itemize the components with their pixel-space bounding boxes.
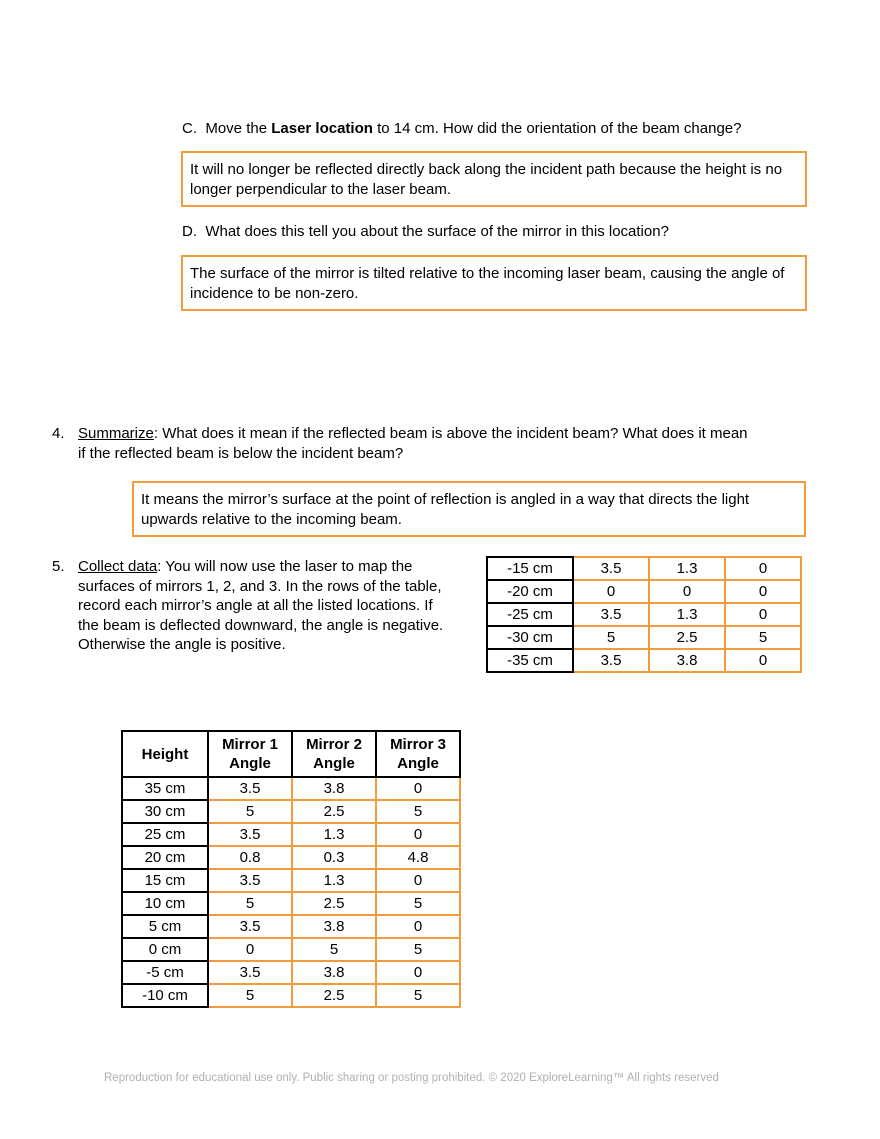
angle-cell-mirror-1[interactable]: 3.5	[208, 961, 292, 984]
angle-cell-mirror-1[interactable]: 3.5	[573, 557, 649, 580]
table-row	[487, 580, 801, 603]
height-cell: 0 cm	[122, 938, 208, 961]
answer-4-text: It means the mirror’s surface at the point of reflection is angled in a way that directs the light upwards relative to the incoming beam.	[141, 491, 750, 528]
question-d-text: What does this tell you about the surface of the mirror in this location?	[205, 223, 669, 240]
angle-cell-mirror-2[interactable]: 5	[292, 938, 376, 961]
table-row	[122, 892, 460, 915]
height-cell: -15 cm	[487, 557, 573, 580]
angle-cell-mirror-3[interactable]: 0	[376, 915, 460, 938]
question-5-label: Collect data	[78, 558, 158, 575]
angle-cell-mirror-2[interactable]: 0	[649, 580, 725, 603]
header-mirror-3: Mirror 3 Angle	[376, 731, 460, 777]
height-cell: 35 cm	[122, 777, 208, 800]
table-row	[487, 557, 801, 580]
header-mirror-2: Mirror 2 Angle	[292, 731, 376, 777]
copyright-footer: Reproduction for educational use only. Public sharing or posting prohibited. © 2020 ExploreLearning™ All rights reserved	[104, 1072, 719, 1084]
question-c-suffix: to 14 cm. How did the orientation of the beam change?	[372, 120, 742, 137]
answer-d-text: The surface of the mirror is tilted relative to the incoming laser beam, causing the angle of incidence to be non-zero.	[190, 265, 785, 302]
height-cell: -10 cm	[122, 984, 208, 1007]
table-row	[122, 846, 460, 869]
angle-cell-mirror-1[interactable]: 5	[208, 892, 292, 915]
question-4	[78, 424, 758, 463]
table-row	[487, 626, 801, 649]
height-cell: -30 cm	[487, 626, 573, 649]
height-cell: 20 cm	[122, 846, 208, 869]
angle-cell-mirror-3[interactable]: 0	[725, 649, 801, 672]
question-4-number: 4.	[52, 425, 65, 442]
angle-cell-mirror-2[interactable]: 1.3	[292, 869, 376, 892]
angle-cell-mirror-1[interactable]: 3.5	[208, 777, 292, 800]
table-row	[122, 800, 460, 823]
table-row	[122, 869, 460, 892]
angle-cell-mirror-3[interactable]: 0	[376, 961, 460, 984]
angle-cell-mirror-3[interactable]: 0	[725, 580, 801, 603]
angle-cell-mirror-2[interactable]: 1.3	[649, 603, 725, 626]
answer-c-text: It will no longer be reflected directly back along the incident path because the height is no longer perpendicular to the laser beam.	[190, 161, 783, 198]
angle-cell-mirror-2[interactable]: 1.3	[649, 557, 725, 580]
angle-cell-mirror-3[interactable]: 0	[725, 603, 801, 626]
height-cell: 30 cm	[122, 800, 208, 823]
question-5-text: : You will now use the laser to map the surfaces of mirrors 1, 2, and 3. In the rows of the table, record each mirror’s angle at all the listed locations. If the beam is deflected downward, the angle is negative. Otherwise the angle is positive.	[78, 558, 444, 653]
angle-cell-mirror-1[interactable]: 3.5	[573, 603, 649, 626]
angle-cell-mirror-3[interactable]: 0	[376, 869, 460, 892]
angle-cell-mirror-3[interactable]: 0	[725, 557, 801, 580]
angle-cell-mirror-2[interactable]: 1.3	[292, 823, 376, 846]
angle-cell-mirror-1[interactable]: 0	[573, 580, 649, 603]
angle-cell-mirror-1[interactable]: 3.5	[208, 823, 292, 846]
angle-cell-mirror-2[interactable]: 3.8	[649, 649, 725, 672]
question-c-letter: C.	[182, 120, 197, 137]
angle-cell-mirror-3[interactable]: 5	[725, 626, 801, 649]
table-row	[487, 649, 801, 672]
continued-data-table	[486, 556, 802, 673]
angle-cell-mirror-3[interactable]: 0	[376, 777, 460, 800]
angle-cell-mirror-1[interactable]: 5	[573, 626, 649, 649]
question-5-number: 5.	[52, 558, 65, 575]
angle-cell-mirror-3[interactable]: 5	[376, 938, 460, 961]
angle-cell-mirror-3[interactable]: 5	[376, 800, 460, 823]
angle-cell-mirror-2[interactable]: 2.5	[292, 984, 376, 1007]
question-4-text: : What does it mean if the reflected beam is above the incident beam? What does it mean if the reflected beam is below the incident beam?	[78, 425, 748, 462]
angle-cell-mirror-2[interactable]: 3.8	[292, 961, 376, 984]
question-c-bold: Laser location	[271, 120, 373, 137]
height-cell: 10 cm	[122, 892, 208, 915]
angle-cell-mirror-2[interactable]: 2.5	[292, 800, 376, 823]
question-d-letter: D.	[182, 223, 197, 240]
height-cell: 25 cm	[122, 823, 208, 846]
table-row	[487, 603, 801, 626]
header-height: Height	[122, 731, 208, 777]
height-cell: -20 cm	[487, 580, 573, 603]
header-mirror-1: Mirror 1 Angle	[208, 731, 292, 777]
height-cell: 5 cm	[122, 915, 208, 938]
table-row	[122, 823, 460, 846]
angle-cell-mirror-3[interactable]: 0	[376, 823, 460, 846]
angle-cell-mirror-1[interactable]: 3.5	[208, 915, 292, 938]
table-row	[122, 777, 460, 800]
angle-cell-mirror-2[interactable]: 2.5	[649, 626, 725, 649]
answer-d-box[interactable]	[181, 255, 807, 311]
mirror-data-table	[121, 730, 461, 1008]
angle-cell-mirror-1[interactable]: 0.8	[208, 846, 292, 869]
height-cell: -5 cm	[122, 961, 208, 984]
question-4-label: Summarize	[78, 425, 154, 442]
angle-cell-mirror-1[interactable]: 5	[208, 800, 292, 823]
table-row	[122, 938, 460, 961]
table-row	[122, 984, 460, 1007]
height-cell: 15 cm	[122, 869, 208, 892]
angle-cell-mirror-1[interactable]: 3.5	[573, 649, 649, 672]
height-cell: -35 cm	[487, 649, 573, 672]
angle-cell-mirror-1[interactable]: 0	[208, 938, 292, 961]
question-c-prefix: Move the	[205, 120, 272, 137]
angle-cell-mirror-3[interactable]: 4.8	[376, 846, 460, 869]
answer-c-box[interactable]	[181, 151, 807, 207]
angle-cell-mirror-1[interactable]: 3.5	[208, 869, 292, 892]
angle-cell-mirror-2[interactable]: 3.8	[292, 777, 376, 800]
angle-cell-mirror-2[interactable]: 3.8	[292, 915, 376, 938]
table-row	[122, 915, 460, 938]
angle-cell-mirror-1[interactable]: 5	[208, 984, 292, 1007]
angle-cell-mirror-2[interactable]: 0.3	[292, 846, 376, 869]
angle-cell-mirror-3[interactable]: 5	[376, 892, 460, 915]
table-row	[122, 961, 460, 984]
angle-cell-mirror-3[interactable]: 5	[376, 984, 460, 1007]
question-5	[78, 557, 450, 655]
question-d	[182, 222, 822, 242]
angle-cell-mirror-2[interactable]: 2.5	[292, 892, 376, 915]
question-c	[182, 119, 822, 139]
table-header-row	[122, 731, 460, 777]
answer-4-box[interactable]	[132, 481, 806, 537]
height-cell: -25 cm	[487, 603, 573, 626]
